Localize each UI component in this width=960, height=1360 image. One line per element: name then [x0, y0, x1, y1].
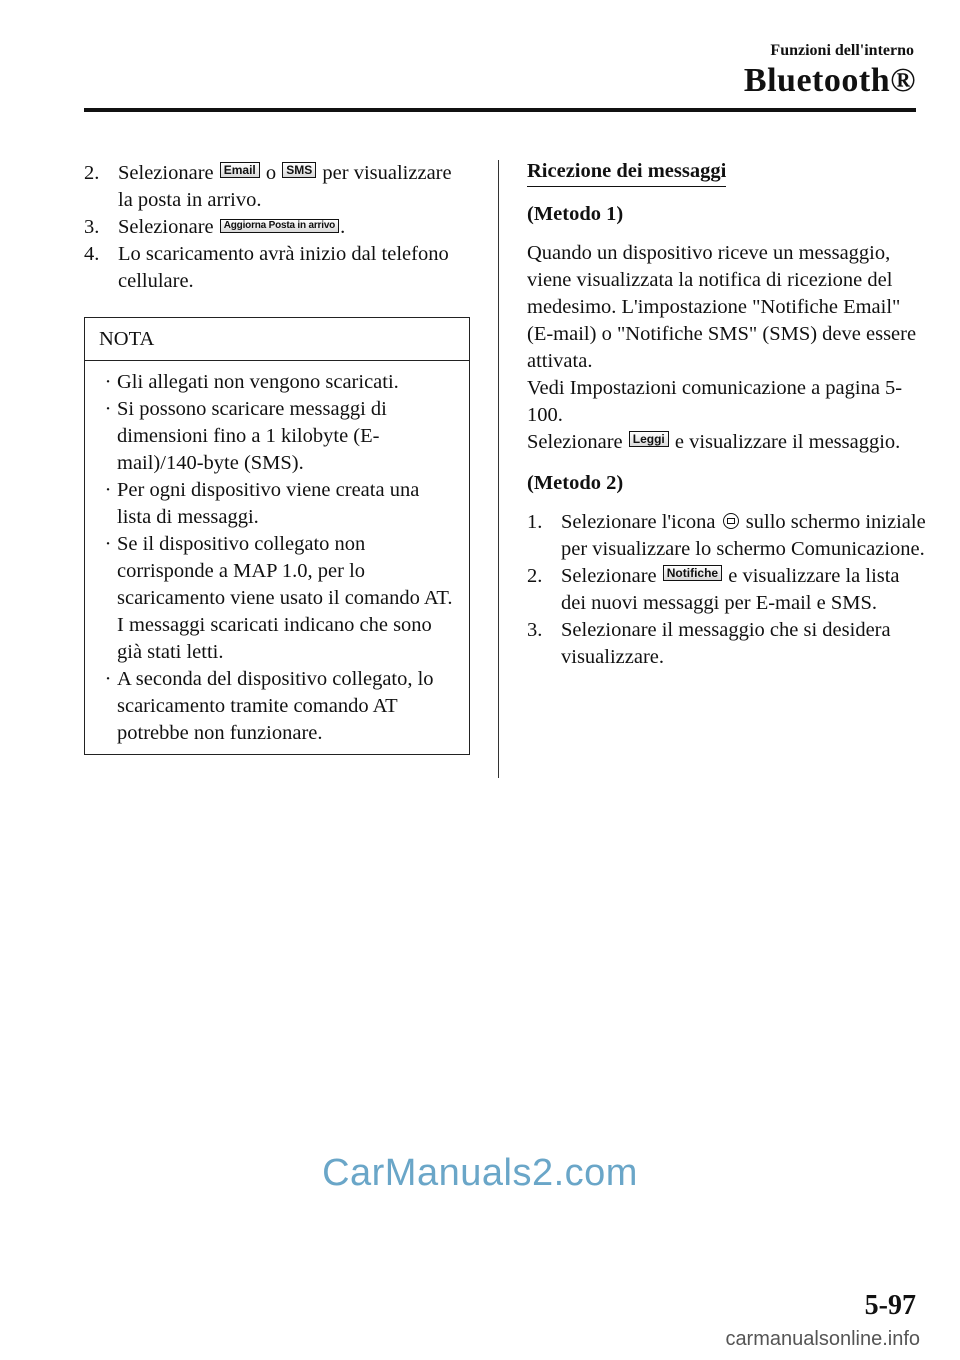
page-title: Bluetooth®: [743, 62, 916, 99]
note-box: [84, 317, 470, 755]
sms-button: SMS: [282, 162, 316, 178]
paragraph: Quando un dispositivo riceve un messaggio, viene visualizzata la notifica di ricezione del medesimo. L'impostazione "Notifiche Email" (E-mail) o "Notifiche SMS" (SMS) deve essere attivata.: [527, 242, 917, 372]
communication-icon: [723, 513, 739, 529]
header-rule: [84, 108, 916, 112]
step-2: 2. Selezionare Email o SMS per visualizzare la posta in arrivo.: [84, 160, 470, 214]
method-1-heading: (Metodo 1): [527, 203, 624, 225]
note-bullet: · Gli allegati non vengono scaricati.: [104, 371, 399, 393]
note-bullet: · Per ogni dispositivo viene creata una lista di messaggi.: [104, 479, 420, 528]
update-inbox-button: Aggiorna Posta in arrivo: [220, 219, 339, 233]
step-2: 2. Selezionare Notifiche e visualizzare la lista dei nuovi messaggi per E-mail e SMS.: [527, 563, 927, 617]
step-text: Lo scaricamento avrà inizio dal telefono cellulare.: [118, 243, 449, 292]
notifications-button: Notifiche: [663, 565, 722, 581]
page-number: 5-97: [864, 1290, 916, 1321]
note-bullet: · A seconda del dispositivo collegato, lo scaricamento tramite comando AT potrebbe non funzionare.: [104, 668, 434, 744]
step-4: [84, 241, 470, 295]
paragraph: Selezionare Leggi e visualizzare il messaggio.: [527, 431, 901, 453]
right-column: [527, 158, 927, 671]
section-label: Funzioni dell'interno: [770, 42, 914, 59]
watermark: CarManuals2.com: [322, 1152, 638, 1194]
step-text: Selezionare il messaggio che si desidera visualizzare.: [561, 619, 891, 668]
step-3: [527, 617, 927, 671]
note-title: NOTA: [85, 318, 469, 361]
step-number: 3.: [527, 619, 543, 641]
step-1: 1. Selezionare l'icona sullo schermo iniziale per visualizzare lo schermo Comunicazione.: [527, 509, 927, 563]
method-2-heading: (Metodo 2): [527, 472, 624, 494]
column-divider: [498, 160, 499, 778]
step-number: 4.: [84, 243, 100, 265]
step-number: 2.: [84, 162, 100, 184]
site-label: carmanualsonline.info: [725, 1328, 920, 1350]
email-button: Email: [220, 162, 260, 178]
note-bullet: · Si possono scaricare messaggi di dimensioni fino a 1 kilobyte (E-mail)/140-byte (SMS).: [104, 398, 387, 474]
note-bullet: · Se il dispositivo collegato non corrisponde a MAP 1.0, per lo scaricamento viene usato il comando AT. I messaggi scaricati indicano che sono già stati letti.: [104, 533, 453, 663]
step-number: 1.: [527, 511, 543, 533]
step-number: 3.: [84, 216, 100, 238]
read-button: Leggi: [629, 431, 669, 447]
step-number: 2.: [527, 565, 543, 587]
left-column: [84, 160, 470, 755]
paragraph: Vedi Impostazioni comunicazione a pagina 5-100.: [527, 377, 903, 426]
step-3: 3. Selezionare Aggiorna Posta in arrivo .: [84, 214, 470, 241]
section-heading: Ricezione dei messaggi: [527, 158, 726, 187]
